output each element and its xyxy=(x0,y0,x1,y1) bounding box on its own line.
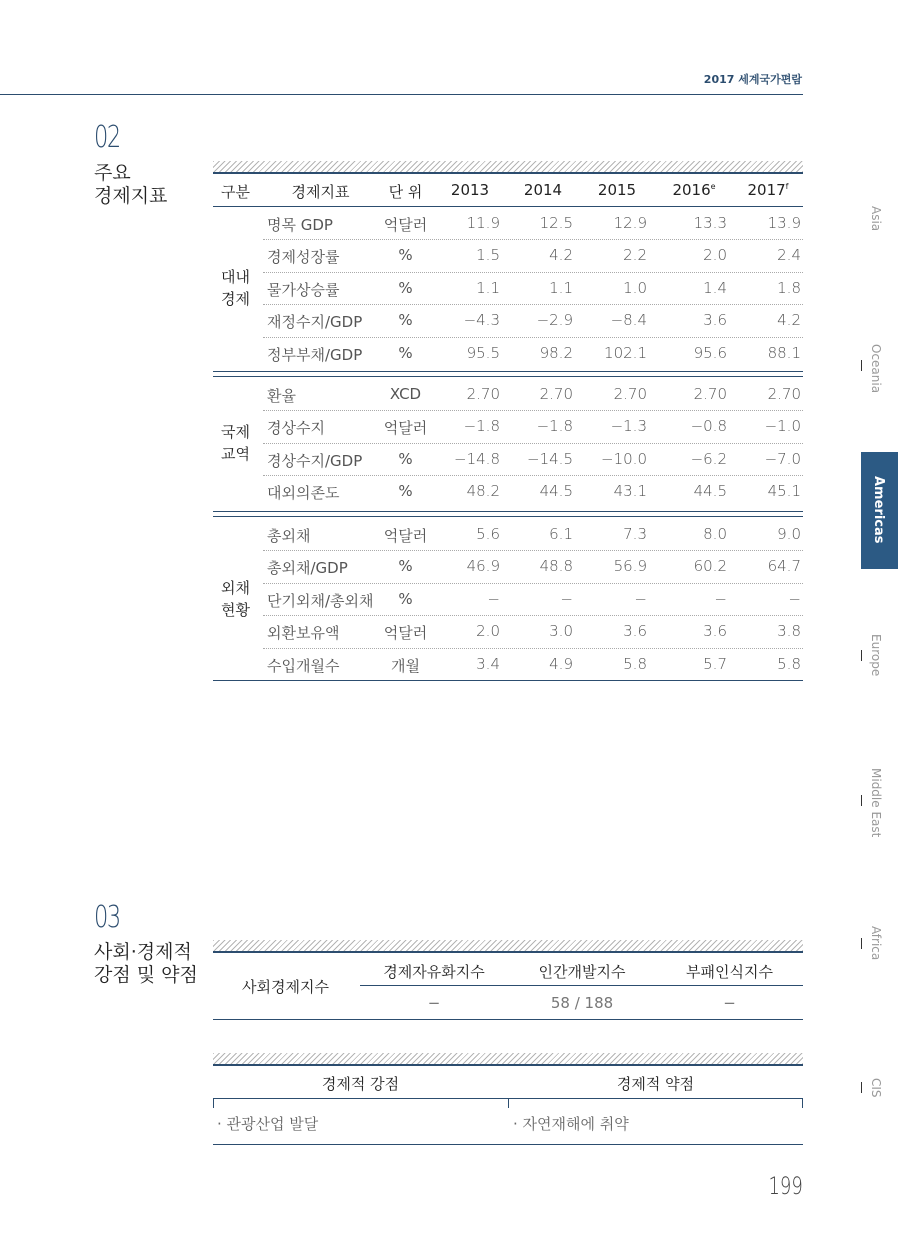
header-divider xyxy=(0,94,803,95)
group-label xyxy=(213,266,258,310)
value-cell: 43.1 xyxy=(613,482,647,501)
group-separator xyxy=(213,516,803,517)
value-cell: 64.7 xyxy=(767,557,801,576)
value-cell: 3.4 xyxy=(476,654,500,673)
value-cell: 95.6 xyxy=(693,343,727,362)
value-cell: 1.1 xyxy=(549,278,573,297)
value-cell: 56.9 xyxy=(613,557,647,576)
table-bottom-rule xyxy=(213,1144,803,1145)
section-title-line: 사회·경제적 xyxy=(94,941,192,963)
value-cell: −1.8 xyxy=(536,417,573,436)
value-cell: −2.9 xyxy=(536,311,573,330)
unit-cell: XCD xyxy=(389,385,422,403)
unit-cell: % xyxy=(398,482,413,501)
section-title xyxy=(94,941,198,987)
value-cell: −1.3 xyxy=(610,417,647,436)
side-tab-europe[interactable]: Europe xyxy=(869,634,883,677)
group-label-line: 경제 xyxy=(221,290,250,308)
indicator-name: 단기외채/총외채 xyxy=(267,591,374,610)
value-cell: 88.1 xyxy=(767,343,801,362)
column-tick xyxy=(508,1098,509,1108)
hatch-bar xyxy=(213,161,803,172)
page-number: 199 xyxy=(768,1172,803,1200)
value-cell: 8.0 xyxy=(703,525,727,543)
year-label: 2017 xyxy=(747,181,786,199)
row-divider xyxy=(263,239,803,240)
index-value: 58 / 188 xyxy=(550,994,614,1012)
row-divider xyxy=(263,304,803,305)
section-number: 02 xyxy=(94,120,120,155)
table-bottom-rule xyxy=(213,1019,803,1020)
section-title xyxy=(94,162,167,208)
value-cell: − xyxy=(634,589,647,608)
index-value: − xyxy=(723,994,736,1012)
indicator-name: 경상수지 xyxy=(267,419,325,438)
row-divider xyxy=(263,615,803,616)
value-cell: 48.2 xyxy=(466,482,500,501)
value-cell: 5.8 xyxy=(623,654,647,673)
value-cell: 3.6 xyxy=(703,311,727,330)
value-cell: 45.1 xyxy=(767,482,801,501)
index-header-rule xyxy=(360,985,803,986)
side-tab-africa[interactable]: Africa xyxy=(869,926,883,961)
value-cell: 2.70 xyxy=(539,385,573,403)
indicator-name: 경상수지/GDP xyxy=(267,451,363,470)
indicator-name: 외환보유액 xyxy=(267,624,340,643)
side-tab-tick xyxy=(861,795,862,806)
value-cell: 46.9 xyxy=(466,557,500,576)
forecast-mark: f xyxy=(785,182,789,191)
value-cell: 2.70 xyxy=(767,385,801,403)
side-tab-asia[interactable]: Asia xyxy=(869,206,883,232)
value-cell: −6.2 xyxy=(690,449,727,468)
value-cell: 44.5 xyxy=(539,482,573,501)
value-cell: 12.9 xyxy=(613,214,647,232)
table-top-rule xyxy=(213,951,803,953)
unit-cell: % xyxy=(398,589,413,608)
group-label-line: 대내 xyxy=(221,268,250,286)
value-cell: 2.70 xyxy=(693,385,727,403)
value-cell: 3.8 xyxy=(777,622,801,641)
value-cell: 2.0 xyxy=(703,246,727,265)
group-label-line: 외채 xyxy=(221,579,250,597)
column-tick xyxy=(213,1098,214,1108)
table-top-rule xyxy=(213,1064,803,1066)
indicator-name: 정부부채/GDP xyxy=(267,345,363,364)
indicator-name: 경제성장률 xyxy=(267,248,340,267)
side-tab-tick xyxy=(861,938,862,949)
row-divider xyxy=(263,475,803,476)
group-label xyxy=(213,421,258,465)
row-divider xyxy=(263,337,803,338)
unit-cell: % xyxy=(398,557,413,576)
unit-cell: 억달러 xyxy=(383,216,428,234)
group-separator xyxy=(213,371,803,372)
value-cell: 44.5 xyxy=(693,482,727,501)
col-head-year xyxy=(735,181,801,199)
strength-item: · 관광산업 발달 xyxy=(217,1115,319,1133)
col-head-year xyxy=(661,181,727,199)
value-cell: − xyxy=(487,589,500,608)
value-cell: 1.8 xyxy=(777,278,801,297)
value-cell: 6.1 xyxy=(549,525,573,543)
value-cell: 1.4 xyxy=(703,278,727,297)
value-cell: 2.70 xyxy=(466,385,500,403)
row-divider xyxy=(263,648,803,649)
value-cell: 1.0 xyxy=(623,278,647,297)
unit-cell: 억달러 xyxy=(383,624,428,643)
value-cell: 3.6 xyxy=(703,622,727,641)
weakness-item: · 자연재해에 취약 xyxy=(513,1115,629,1133)
value-cell: −1.0 xyxy=(764,417,801,436)
value-cell: 102.1 xyxy=(604,343,647,362)
unit-cell: % xyxy=(398,343,413,362)
header-rule xyxy=(213,206,803,207)
value-cell: 48.8 xyxy=(539,557,573,576)
section-title-line: 경제지표 xyxy=(94,185,168,207)
unit-cell: % xyxy=(398,278,413,297)
value-cell: −8.4 xyxy=(610,311,647,330)
value-cell: 12.5 xyxy=(539,214,573,232)
value-cell: 13.9 xyxy=(767,214,801,232)
value-cell: 3.0 xyxy=(549,622,573,641)
value-cell: 13.3 xyxy=(693,214,727,232)
value-cell: 98.2 xyxy=(539,343,573,362)
group-separator xyxy=(213,376,803,377)
value-cell: 11.9 xyxy=(466,214,500,232)
hatch-bar xyxy=(213,1053,803,1064)
weakness-header: 경제적 약점 xyxy=(616,1075,695,1093)
index-col-head: 인간개발지수 xyxy=(538,963,626,981)
row-divider xyxy=(263,550,803,551)
section-number: 03 xyxy=(94,900,120,935)
value-cell: 4.9 xyxy=(549,654,573,673)
side-tab-label: Americas xyxy=(871,476,886,544)
group-separator xyxy=(213,511,803,512)
column-tick xyxy=(802,1098,803,1108)
value-cell: − xyxy=(788,589,801,608)
indicator-name: 재정수지/GDP xyxy=(267,313,363,332)
side-tab-tick xyxy=(861,650,862,661)
group-label-line: 국제 xyxy=(221,422,250,441)
table-bottom-rule xyxy=(213,680,803,681)
indicator-name: 총외채/GDP xyxy=(267,559,348,578)
side-tab-oceania[interactable]: Oceania xyxy=(869,344,883,394)
unit-cell: 억달러 xyxy=(383,419,428,438)
value-cell: 5.8 xyxy=(777,654,801,673)
value-cell: −0.8 xyxy=(690,417,727,436)
side-tab-cis[interactable]: CIS xyxy=(869,1078,883,1098)
side-tab-tick xyxy=(861,360,862,371)
value-cell: 4.2 xyxy=(549,246,573,265)
value-cell: 1.1 xyxy=(476,278,500,297)
value-cell: 5.6 xyxy=(476,525,500,543)
index-row-label: 사회경제지수 xyxy=(242,978,329,996)
row-divider xyxy=(263,410,803,411)
unit-cell: 억달러 xyxy=(383,527,428,545)
side-tab-tick xyxy=(861,1082,862,1093)
value-cell: 2.2 xyxy=(623,246,647,265)
unit-cell: 개월 xyxy=(391,656,420,675)
row-divider xyxy=(263,272,803,273)
value-cell: 4.2 xyxy=(777,311,801,330)
indicator-name: 대외의존도 xyxy=(267,484,340,503)
indicator-name: 총외채 xyxy=(267,527,311,545)
value-cell: − xyxy=(560,589,573,608)
value-cell: −1.8 xyxy=(463,417,500,436)
strength-header: 경제적 강점 xyxy=(321,1075,400,1093)
index-col-head: 부패인식지수 xyxy=(686,963,773,981)
value-cell: − xyxy=(714,589,727,608)
indicator-name: 수입개월수 xyxy=(267,656,340,675)
row-divider xyxy=(263,583,803,584)
unit-cell: % xyxy=(398,246,413,265)
col-head-year: 2014 xyxy=(523,181,563,199)
group-label-line: 현황 xyxy=(221,601,250,619)
value-cell: 5.7 xyxy=(703,654,727,673)
year-label: 2016 xyxy=(672,181,711,199)
hatch-bar xyxy=(213,940,803,951)
value-cell: −14.5 xyxy=(527,449,573,468)
value-cell: −4.3 xyxy=(463,311,500,330)
table-top-rule xyxy=(213,172,803,174)
row-divider xyxy=(263,443,803,444)
unit-cell: % xyxy=(398,449,413,468)
value-cell: 9.0 xyxy=(777,525,801,543)
side-tab-americas[interactable] xyxy=(861,452,898,569)
value-cell: −14.8 xyxy=(454,449,500,468)
header-title: 2017 세계국가편람 xyxy=(703,73,802,86)
group-label-line: 교역 xyxy=(221,444,250,463)
value-cell: 2.4 xyxy=(777,246,801,265)
value-cell: −7.0 xyxy=(764,449,801,468)
col-head-year: 2015 xyxy=(597,181,637,199)
value-cell: 3.6 xyxy=(623,622,647,641)
index-value: − xyxy=(427,994,441,1012)
col-head-year: 2013 xyxy=(450,181,490,199)
value-cell: 7.3 xyxy=(623,525,647,543)
index-col-head: 경제자유화지수 xyxy=(383,963,485,981)
col-head-group: 구분 xyxy=(221,183,250,201)
value-cell: 2.70 xyxy=(613,385,647,403)
estimate-mark: e xyxy=(710,182,716,191)
value-cell: 1.5 xyxy=(476,246,500,265)
col-head-unit: 단 위 xyxy=(388,183,423,201)
section-title-line: 주요 xyxy=(94,162,131,184)
side-tab-middle-east[interactable]: Middle East xyxy=(869,768,883,838)
unit-cell: % xyxy=(398,311,413,330)
value-cell: 95.5 xyxy=(466,343,500,362)
col-head-indicator: 경제지표 xyxy=(291,183,350,201)
value-cell: −10.0 xyxy=(601,449,647,468)
value-cell: 60.2 xyxy=(693,557,727,576)
indicator-name: 물가상승률 xyxy=(267,280,340,299)
group-label xyxy=(213,577,258,621)
indicator-name: 명목 GDP xyxy=(267,216,333,234)
indicator-name: 환율 xyxy=(267,387,296,405)
value-cell: 2.0 xyxy=(476,622,500,641)
section-title-line: 강점 및 약점 xyxy=(94,964,198,986)
